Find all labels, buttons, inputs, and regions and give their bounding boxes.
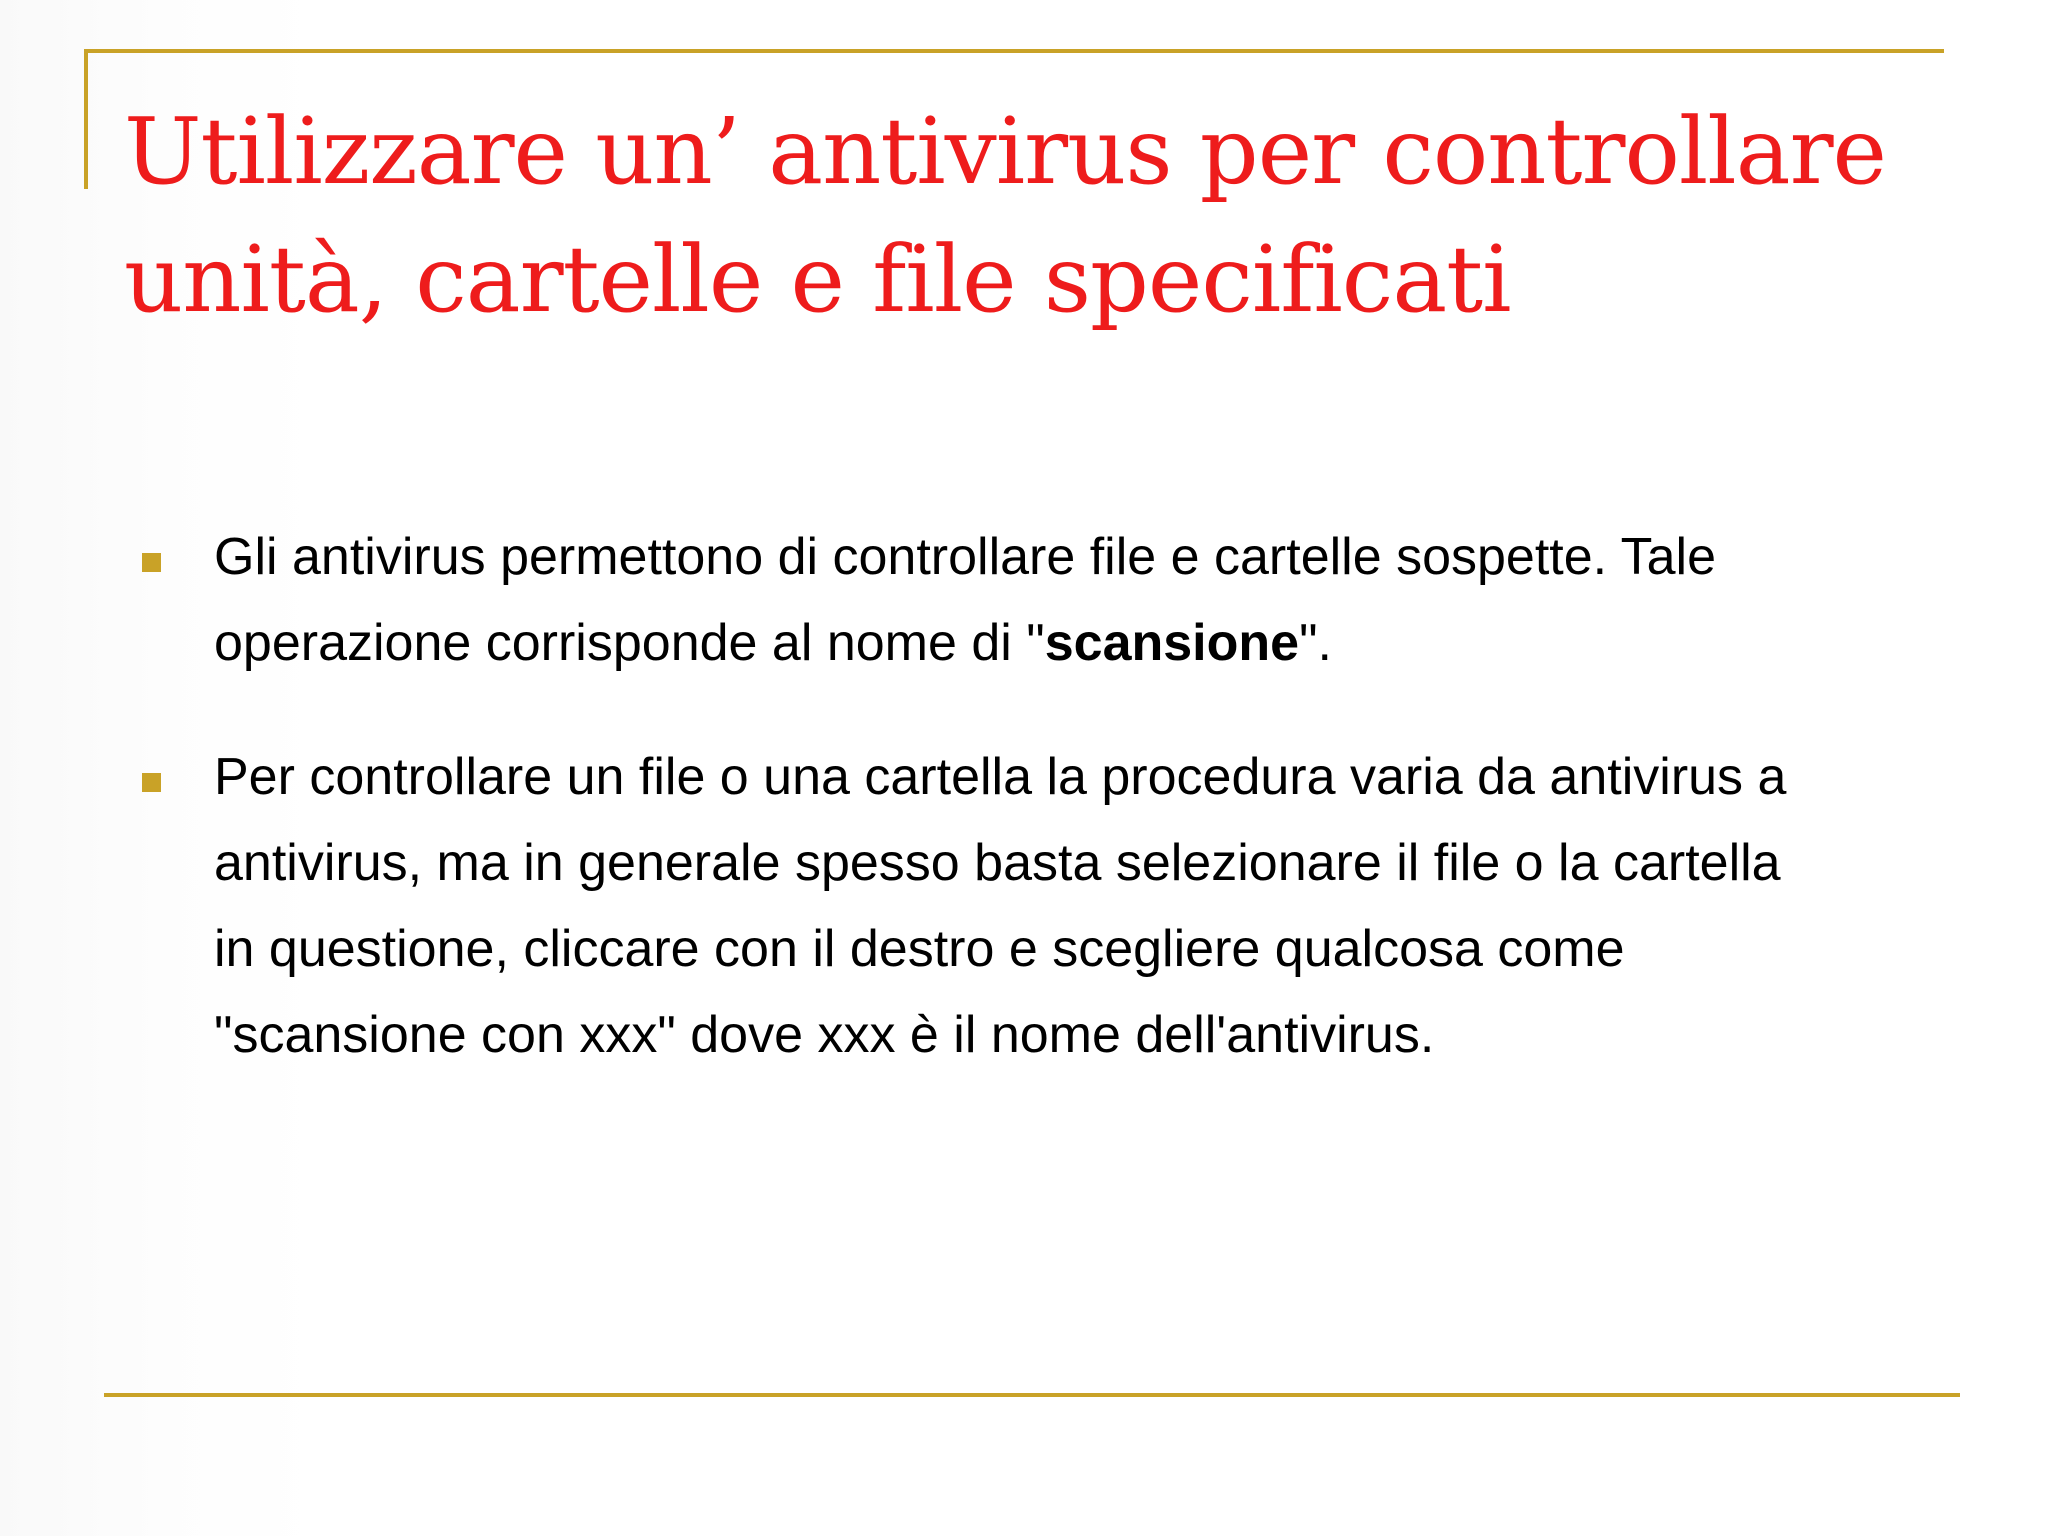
bullet-line: "scansione con xxx" dove xxx è il nome dell'antivirus. [214,1006,1435,1064]
bullet-line [214,600,1974,686]
slide-title-line-2: unità, cartelle e file specificati [124,226,1511,333]
slide-title [124,88,1924,344]
bullet-text-segment: operazione corrisponde al nome di " [214,614,1045,672]
bottom-border-line [104,1393,1960,1397]
bullet-line: Per controllare un file o una cartella la procedura varia da antivirus a [214,748,1787,806]
bullet-line: in questione, cliccare con il destro e scegliere qualcosa come [214,920,1625,978]
bullet-line: antivirus, ma in generale spesso basta selezionare il file o la cartella [214,834,1781,892]
bullet-text [214,514,1974,686]
slide-title-line-1: Utilizzare un’ antivirus per controllare [124,98,1886,205]
square-bullet-icon [142,773,161,792]
bullet-line: Gli antivirus permettono di controllare file e cartelle sospette. Tale [214,528,1717,586]
square-bullet-icon [142,553,161,572]
bullet-text [214,734,1974,1078]
bold-term-scansione: scansione [1044,614,1300,672]
top-border-line [84,49,1944,53]
left-border-line [84,49,88,189]
bullet-text-segment: ". [1299,614,1332,672]
